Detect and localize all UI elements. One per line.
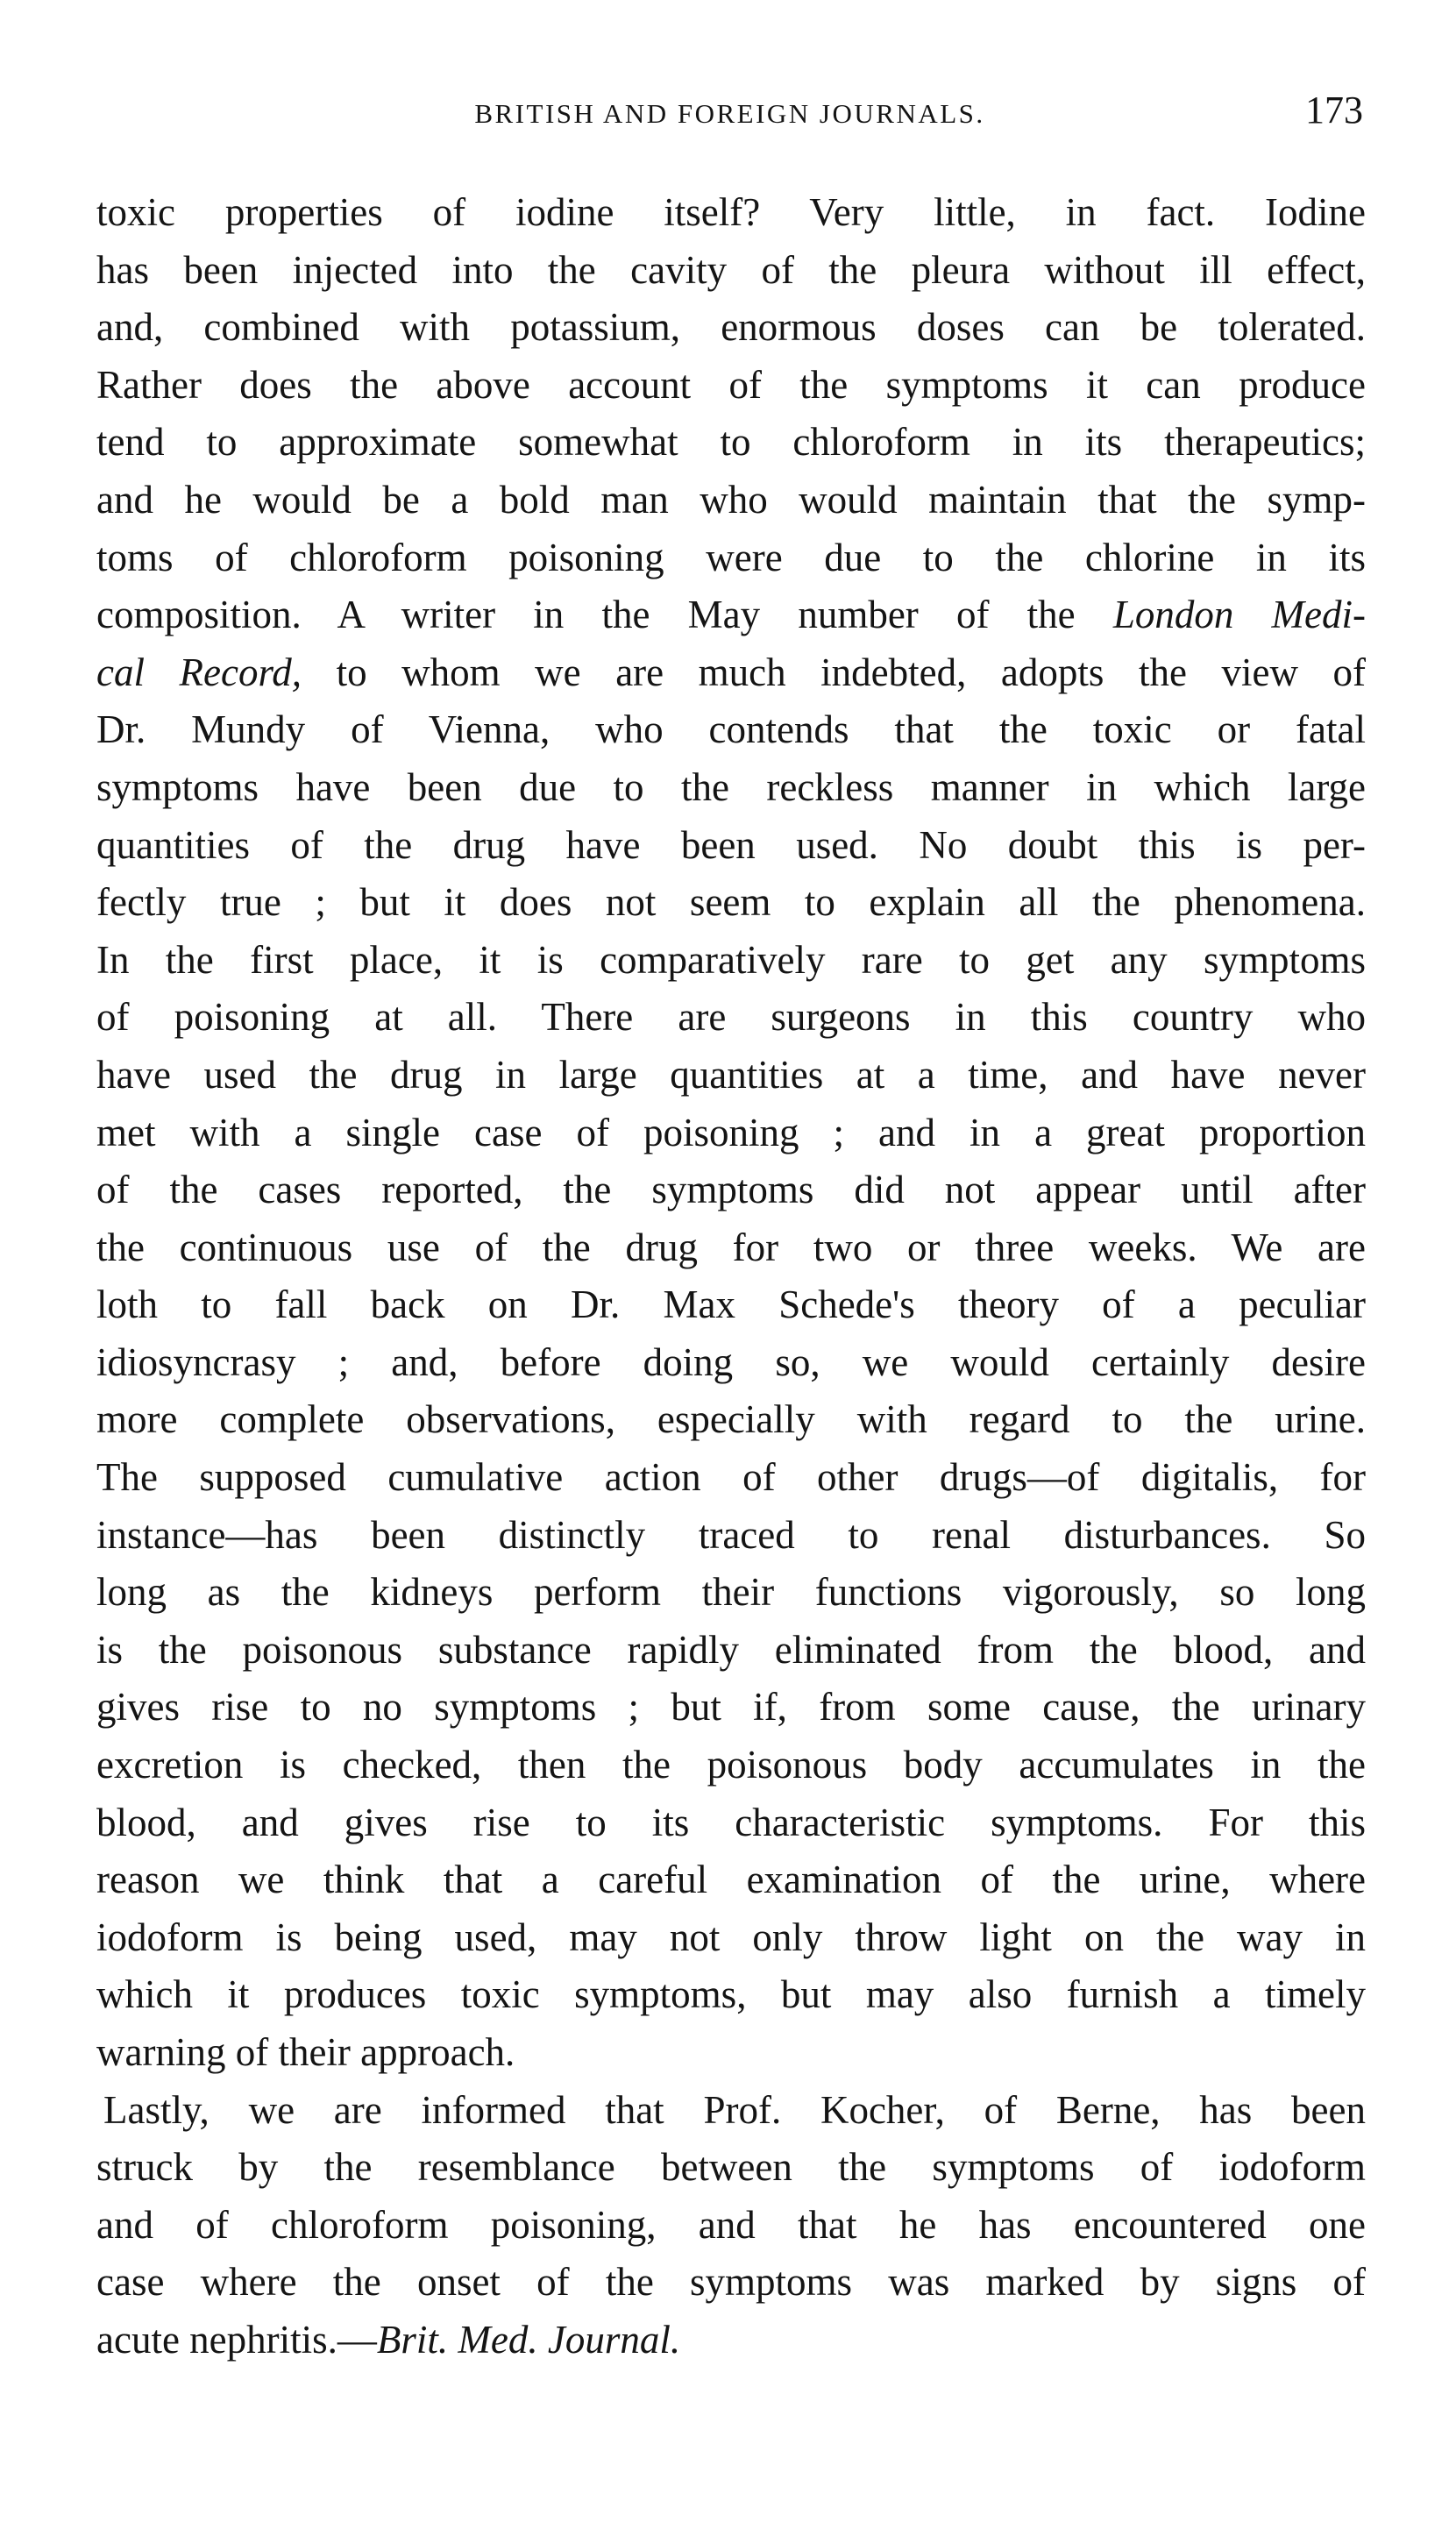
text-line: excretion is checked, then the poisonous body accumulates in the (96, 1743, 1366, 1787)
text-line: idiosyncrasy ; and, before doing so, we would certainly desire (96, 1339, 1366, 1384)
text-line: quantities of the drug have been used. No doubt this is per- (96, 822, 1366, 867)
text-line: Lastly, we are informed that Prof. Kocher, of Berne, has been (103, 2087, 1366, 2132)
text-line: which it produces toxic symptoms, but may also furnish a timely (96, 1972, 1366, 2017)
journal-title-italic: London Medi- (1112, 593, 1366, 637)
text-line: and of chloroform poisoning, and that he has encountered one (96, 2202, 1366, 2247)
text-line: The supposed cumulative action of other drugs—of digitalis, for (96, 1455, 1366, 1500)
text-line: toms of chloroform poisoning were due to the chlorine in its (96, 535, 1366, 579)
text-line: toxic properties of iodine itself? Very little, in fact. Iodine (96, 190, 1366, 234)
text-line: Dr. Mundy of Vienna, who contends that the toxic or fatal (96, 707, 1366, 752)
text-line (96, 2312, 1366, 2369)
text-line (96, 586, 1366, 644)
text-line: gives rise to no symptoms ; but if, from some cause, the urinary (96, 1685, 1366, 1730)
text-line: is the poisonous substance rapidly eliminated from the blood, and (96, 1627, 1366, 1672)
text-line: iodoform is being used, may not only throw light on the way in (96, 1915, 1366, 1959)
paragraph-2 (96, 2082, 1366, 2369)
paragraph-1 (96, 184, 1366, 2082)
text-line: tend to approximate somewhat to chloroform in its therapeutics; (96, 420, 1366, 465)
text-line: symptoms have been due to the reckless manner in which large (96, 764, 1366, 809)
text-line: fectly true ; but it does not seem to explain all the phenomena. (96, 880, 1366, 925)
text-line: loth to fall back on Dr. Max Schede's theory of a peculiar (96, 1282, 1366, 1327)
text-line: case where the onset of the symptoms was marked by signs of (96, 2260, 1366, 2305)
text-line: instance—has been distinctly traced to renal disturbances. So (96, 1512, 1366, 1557)
text-line: of the cases reported, the symptoms did not appear until after (96, 1168, 1366, 1212)
text-line: met with a single case of poisoning ; and in a great proportion (96, 1110, 1366, 1154)
text-line (96, 644, 1366, 702)
page-number: 173 (1305, 89, 1363, 131)
text-line: Rather does the above account of the symptoms it can produce (96, 362, 1366, 407)
text-line: have used the drug in large quantities at a time, and have never (96, 1052, 1366, 1097)
running-title: BRITISH AND FOREIGN JOURNALS. (474, 98, 985, 129)
text-span: to whom we are much indebted, adopts the view of (302, 650, 1366, 694)
text-span: acute nephritis.— (96, 2317, 377, 2362)
text-line: long as the kidneys perform their functions vigorously, so long (96, 1570, 1366, 1615)
text-line: more complete observations, especially with regard to the urine. (96, 1397, 1366, 1442)
text-line: reason we think that a careful examination of the urine, where (96, 1858, 1366, 1902)
journal-title-italic: cal Record, (96, 650, 302, 694)
body-text (96, 184, 1366, 2369)
text-line: the continuous use of the drug for two or three weeks. We are (96, 1225, 1366, 1269)
text-line: warning of their approach. (96, 2030, 515, 2074)
text-line: and, combined with potassium, enormous doses can be tolerated. (96, 305, 1366, 350)
text-line: struck by the resemblance between the symptoms of iodoform (96, 2145, 1366, 2190)
text-line: In the first place, it is comparatively rare to get any symptoms (96, 937, 1366, 982)
text-line: has been injected into the cavity of the pleura without ill effect, (96, 247, 1366, 292)
text-line: blood, and gives rise to its characteristic symptoms. For this (96, 1800, 1366, 1844)
running-head (96, 88, 1363, 140)
text-line: of poisoning at all. There are surgeons in this country who (96, 995, 1366, 1040)
citation-italic: Brit. Med. Journal. (376, 2317, 681, 2362)
text-line: and he would be a bold man who would maintain that the symp- (96, 477, 1366, 522)
text-span: composition. A writer in the May number of the (96, 593, 1113, 637)
